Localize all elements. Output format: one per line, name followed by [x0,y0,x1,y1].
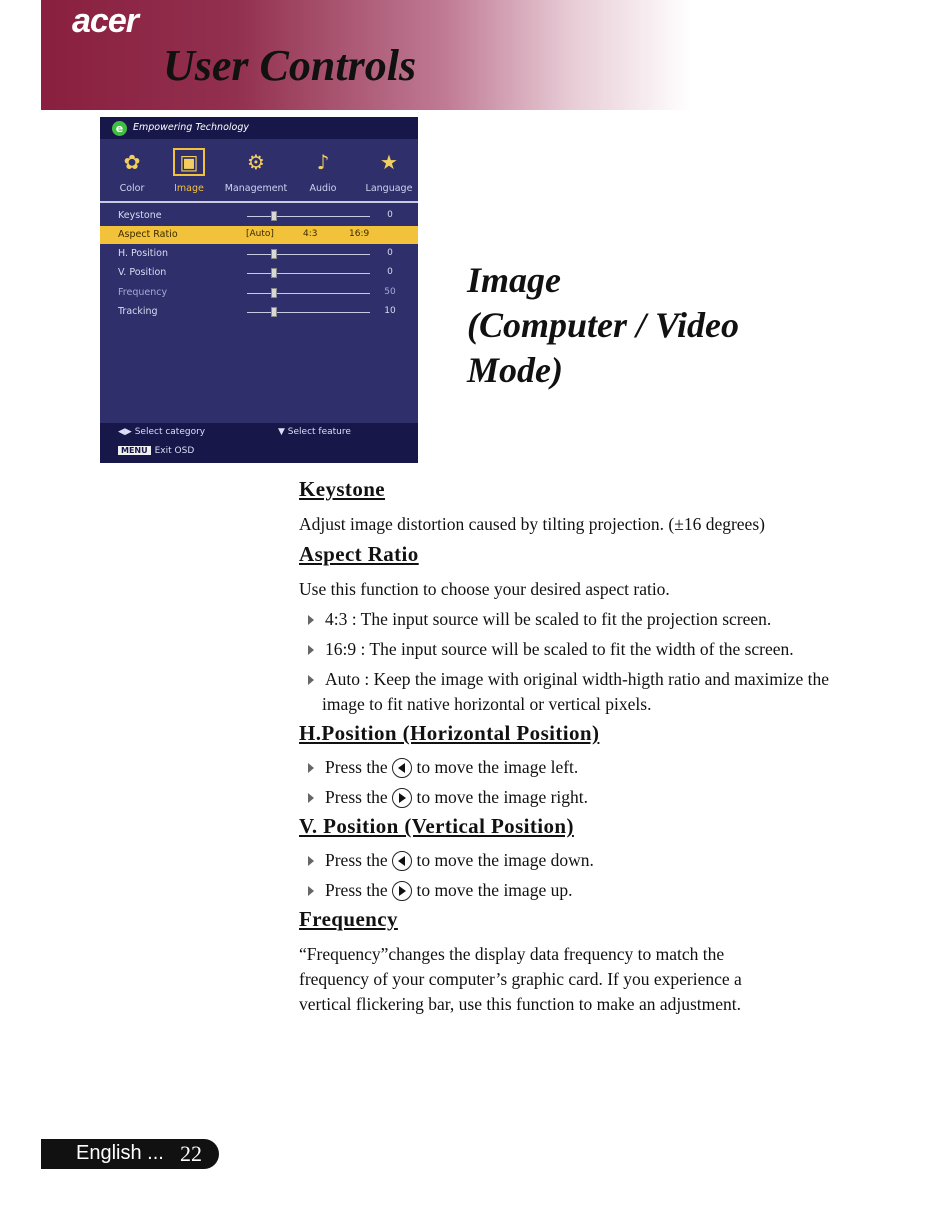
menu-key: MENU [118,446,151,455]
row-value: 0 [387,210,393,220]
bullet-h-right [299,785,899,810]
bullet-text: to move the image right. [416,787,589,807]
osd-tabs [100,144,418,198]
tab-label: Language [365,183,413,194]
hint-text: Select category [134,427,206,437]
bullet-text: to move the image up. [416,880,573,900]
osd-menu-screenshot [100,117,418,463]
slider-knob[interactable] [271,288,277,298]
page-number: 22 [180,1141,202,1166]
tab-management[interactable] [224,144,288,198]
bullet-text: Press the [325,787,388,807]
bullet-4-3 [299,607,899,632]
tab-image[interactable] [157,144,221,198]
frequency-text-line: vertical flickering bar, use this function to make an adjustment. [299,994,742,1014]
option-4-3[interactable]: 4:3 [303,229,318,239]
osd-top-bar [100,117,418,139]
bullet-v-up [299,878,899,903]
osd-row-tracking[interactable] [100,303,418,321]
bullet-text: Press the [325,757,388,777]
e-logo-icon: e [112,121,127,136]
right-arrow-key-icon [392,881,412,901]
footer-language: English ... [76,1142,164,1164]
content [299,476,899,1017]
tab-language[interactable] [357,144,421,198]
osd-tagline: Empowering Technology [133,122,249,133]
osd-hint-bar [100,423,418,463]
row-label: V. Position [118,267,167,278]
bullet-text: Auto : Keep the image with original width-higth ratio and maximize the [325,669,829,689]
bullet-text: to move the image left. [416,757,579,777]
picture-icon: ▣ [173,148,205,176]
tab-audio[interactable] [291,144,355,198]
row-label: H. Position [118,248,169,259]
option-16-9[interactable]: 16:9 [349,229,370,239]
hint-select-category [118,427,205,437]
bullet-arrow-icon [308,675,314,685]
aspect-ratio-heading: Aspect Ratio [299,542,419,566]
tab-label: Image [174,183,204,194]
right-arrow-key-icon [392,788,412,808]
row-label: Keystone [118,210,162,221]
slider-knob[interactable] [271,211,277,221]
section-title: User Controls [163,41,417,90]
row-value: 0 [387,267,393,277]
bullet-arrow-icon [308,886,314,896]
bullet-v-down [299,848,899,873]
keystone-text: Adjust image distortion caused by tilting projection. (±16 degrees) [299,514,765,534]
hint-exit-osd [118,446,194,456]
page-footer [41,1139,219,1169]
mode-title-line: Image [467,260,561,300]
mode-title-line: Mode) [467,350,563,390]
osd-row-frequency[interactable] [100,284,418,302]
osd-row-keystone[interactable] [100,207,418,225]
row-value: 0 [387,248,393,258]
hint-text: Select feature [287,427,351,437]
hint-text: Exit OSD [154,446,195,456]
row-value: 50 [384,287,396,297]
left-right-arrows-icon: ◀▶ [118,427,132,437]
osd-row-h-position[interactable] [100,245,418,263]
row-label: Frequency [118,287,168,298]
row-value: 10 [384,306,396,316]
hint-select-feature [278,427,351,437]
bullet-h-left [299,755,899,780]
slider-knob[interactable] [271,249,277,259]
speaker-icon: ♪ [316,150,330,174]
bullet-arrow-icon [308,645,314,655]
slider-knob[interactable] [271,307,277,317]
slider-track [247,312,370,313]
palette-icon: ✿ [123,150,141,174]
mode-title-line: (Computer / Video [467,305,740,345]
bullet-text: Press the [325,880,388,900]
slider-track [247,293,370,294]
osd-row-aspect-ratio[interactable] [100,226,418,244]
left-arrow-key-icon [392,758,412,778]
tab-label: Audio [309,183,337,194]
row-label: Tracking [118,306,158,317]
bullet-text-continued: image to fit native horizontal or vertical pixels. [322,694,652,714]
slider-track [247,273,370,274]
left-arrow-key-icon [392,851,412,871]
bullet-text: Press the [325,850,388,870]
bullet-arrow-icon [308,793,314,803]
frequency-text-line: “Frequency”changes the display data frequency to match the [299,944,725,964]
bullet-text: to move the image down. [416,850,594,870]
bullet-auto [299,667,899,717]
bullet-16-9 [299,637,899,662]
slider-track [247,216,370,217]
down-arrow-icon: ▼ [278,427,285,437]
bullet-text: 16:9 : The input source will be scaled to fit the width of the screen. [325,639,794,659]
bullet-arrow-icon [308,763,314,773]
v-position-heading: V. Position (Vertical Position) [299,814,574,838]
tab-color[interactable] [100,144,164,198]
osd-divider [100,201,418,203]
slider-track [247,254,370,255]
h-position-heading: H.Position (Horizontal Position) [299,721,600,745]
slider-knob[interactable] [271,268,277,278]
row-label: Aspect Ratio [118,229,178,240]
osd-row-v-position[interactable] [100,264,418,282]
frequency-heading: Frequency [299,907,398,931]
keystone-heading: Keystone [299,477,386,501]
frequency-text-line: frequency of your computer’s graphic card. If you experience a [299,969,742,989]
bullet-text: 4:3 : The input source will be scaled to fit the projection screen. [325,609,772,629]
wrench-icon: ⚙ [247,150,265,174]
tab-label: Color [119,183,145,194]
option-auto[interactable]: [Auto] [246,229,274,239]
speech-bubble-icon: ★ [380,150,398,174]
bullet-arrow-icon [308,856,314,866]
acer-logo: acer [72,2,138,40]
mode-title [467,258,739,393]
aspect-ratio-text: Use this function to choose your desired aspect ratio. [299,579,670,599]
tab-label: Management [224,183,288,194]
option-label: Auto [249,229,271,239]
bullet-arrow-icon [308,615,314,625]
